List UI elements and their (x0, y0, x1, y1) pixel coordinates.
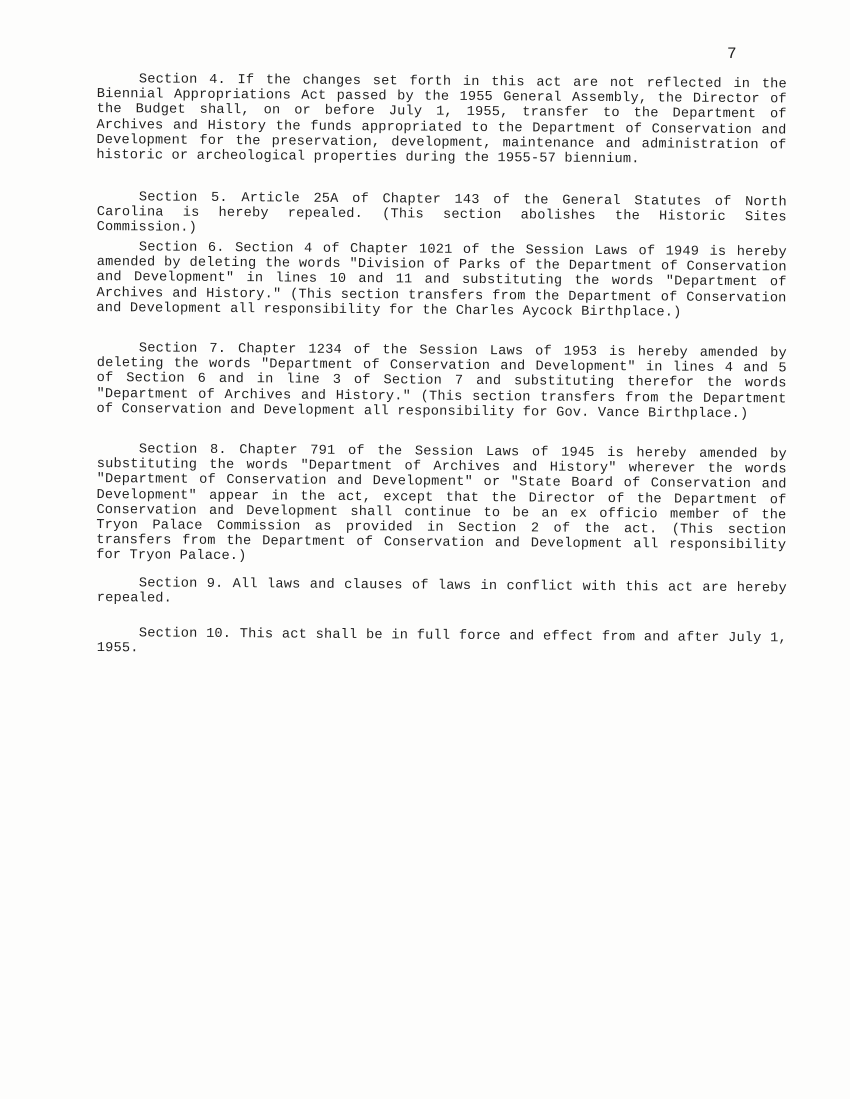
section-9-paragraph (97, 576, 787, 612)
section-6-paragraph (96, 240, 787, 321)
section-4-paragraph (96, 72, 787, 169)
section-10-text: Section 10. This act shall be in full force and effect from and after July 1, 1955. (96, 626, 787, 657)
section-5-paragraph (97, 190, 787, 241)
section-6-text: Section 6. Section 4 of Chapter 1021 of the Session Laws of 1949 is hereby amended by deleting the words "Division of Parks of the Department of Conservation and Development" in lines 10 and 11 and substituting the words "Department of Archives and History." (This section transfers from the Department of Conservation and Development all responsibility for the Charles Aycock Birthplace.) (96, 240, 787, 321)
section-8-text: Section 8. Chapter 791 of the Session Laws of 1945 is hereby amended by substituting the words "Department of Archives and History" wherever the words "Department of Conservation and Development" or "State Board of Conservation and Development" appear in the act, except that the Director of the Department of Conservation and Development shall continue to be an ex officio member of the Tryon Palace Commission as provided in Section 2 of the act. (This section transfers from the Department of Conservation and Development all responsibility for Tryon Palace.) (96, 442, 787, 565)
section-7-text: Section 7. Chapter 1234 of the Session Laws of 1953 is hereby amended by deleting the words "Department of Conservation and Development" in lines 4 and 5 of Section 6 and in line 3 of Section 7 and substituting therefor the words "Department of Archives and History." (This section transfers from the Department of Conservation and Development all responsibility for Gov. Vance Birthplace.) (96, 341, 787, 422)
section-5-text: Section 5. Article 25A of Chapter 143 of the General Statutes of North Carolina is hereby repealed. (This section abolishes the Historic Sites Commission.) (96, 190, 787, 237)
section-9-text: Section 9. All laws and clauses of laws in conflict with this act are hereby repealed. (96, 576, 787, 607)
section-8-paragraph (96, 442, 787, 569)
page-number: 7 (727, 45, 738, 63)
section-10-paragraph (97, 626, 787, 662)
section-7-paragraph (96, 341, 787, 422)
section-4-text: Section 4. If the changes set forth in this act are not reflected in the Biennial Appropriations Act passed by the 1955 General Assembly, the Director of the Budget shall, on or before July 1, 1955, transfer to the Department of Archives and History the funds appropriated to the Department of Conservation and Development for the preservation, development, maintenance and administration of historic or archeological properties during the 1955-57 biennium. (96, 72, 787, 168)
